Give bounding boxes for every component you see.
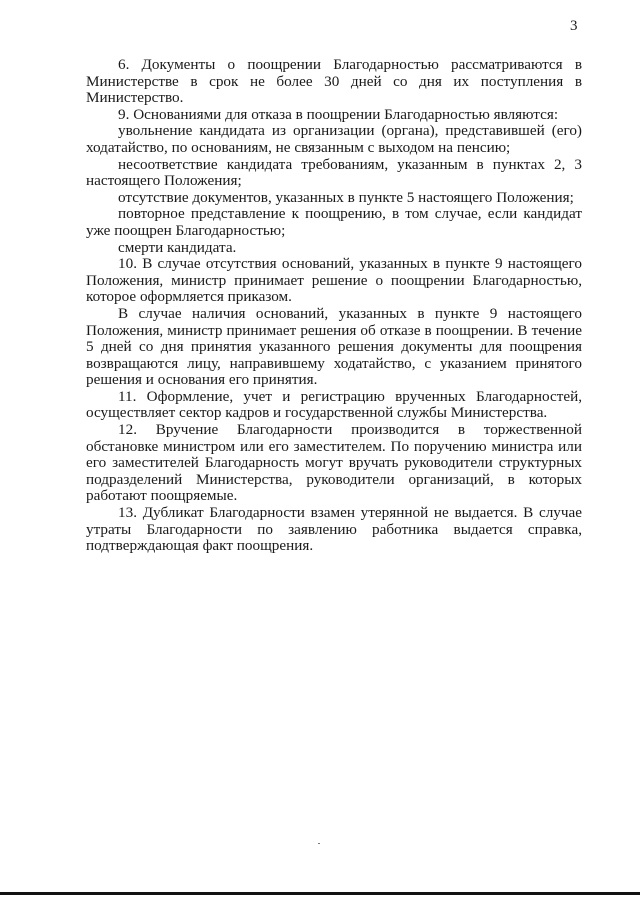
paragraph-reason-dismissal: увольнение кандидата из организации (органа), представившей (его) ходатайство, по основаниям, не связанным с выходом на пенсию; [86,122,582,156]
paragraph-reason-noncompliance: несоответствие кандидата требованиям, указанным в пунктах 2, 3 настоящего Положения; [86,155,582,190]
paragraph-item-13: 13. Дубликат Благодарности взамен утерянной не выдается. В случае утраты Благодарности по заявлению работника выдается справка, подтверждающая факт поощрения. [86,504,582,555]
document-body [86,57,582,555]
paragraph-reason-death: смерти кандидата. [118,238,237,256]
paragraph-reason-missing-documents: отсутствие документов, указанных в пункте 5 настоящего Положения; [118,188,574,206]
page-number: 3 [570,18,578,34]
paragraph-item-10: 10. В случае отсутствия оснований, указанных в пункте 9 настоящего Положения, министр принимает решение о поощрении Благодарностью, которое оформляется приказом. [86,255,582,306]
paragraph-reason-repeat-nomination: повторное представление к поощрению, в том случае, если кандидат уже поощрен Благодарностью; [86,205,582,239]
paragraph-item-10-refusal: В случае наличия оснований, указанных в пункте 9 настоящего Положения, министр принимает решения об отказе в поощрении. В течение 5 дней со дня принятия указанного решения документы для поощрения возвращаются лицу, направившему ходатайство, с указанием принятого решения и основания его принятия. [86,304,582,389]
paragraph-item-6: 6. Документы о поощрении Благодарностью рассматриваются в Министерстве в срок не более 30 дней со дня их поступления в Министерство. [86,56,582,107]
paragraph-item-11: 11. Оформление, учет и регистрацию врученных Благодарностей, осуществляет сектор кадров и государственной службы Министерства. [86,387,582,422]
scan-speck [318,843,320,844]
scan-bottom-edge [0,892,640,895]
paragraph-item-12: 12. Вручение Благодарности производится в торжественной обстановке министром или его заместителем. По поручению министра или его заместителей Благодарность могут вручать руководители структурных подразделений Министерства, руководители организаций, в которых работают поощряемые. [86,421,582,505]
paragraph-item-9-intro: 9. Основаниями для отказа в поощрении Благодарностью являются: [118,105,559,123]
